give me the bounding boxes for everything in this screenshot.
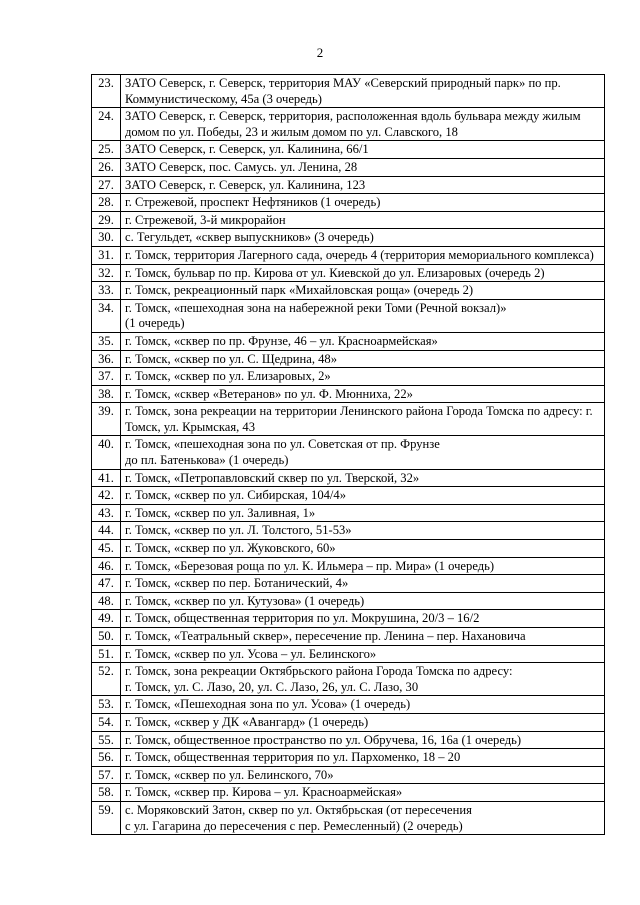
row-number: 58. <box>92 784 121 802</box>
row-number: 59. <box>92 801 121 834</box>
row-number: 43. <box>92 504 121 522</box>
row-number: 40. <box>92 436 121 469</box>
row-description <box>121 350 605 368</box>
table-row <box>92 141 605 159</box>
table-row <box>92 403 605 436</box>
row-text: г. Томск, «сквер по ул. Усова – ул. Белинского» <box>125 646 377 661</box>
table-row <box>92 663 605 696</box>
table-row <box>92 592 605 610</box>
row-text: г. Томск, общественная территория по ул. Мокрушина, 20/3 – 16/2 <box>125 611 480 626</box>
row-text: г. Томск, общественная территория по ул. Пархоменко, 18 – 20 <box>125 750 461 765</box>
row-number: 41. <box>92 469 121 487</box>
table-row <box>92 229 605 247</box>
table-row <box>92 332 605 350</box>
row-description <box>121 628 605 646</box>
row-text: г. Томск, «сквер пр. Кирова – ул. Красноармейская» <box>125 785 403 800</box>
table-row <box>92 540 605 558</box>
table-row <box>92 504 605 522</box>
row-description <box>121 75 605 108</box>
row-text: ЗАТО Северск, г. Северск, территория МАУ «Северский природный парк» по пр. Коммунистическому, 45а (3 очередь) <box>125 76 561 106</box>
row-number: 27. <box>92 176 121 194</box>
row-description <box>121 766 605 784</box>
row-text: г. Томск, «Пешеходная зона по ул. Усова» (1 очередь) <box>125 697 411 712</box>
row-number: 25. <box>92 141 121 159</box>
row-number: 53. <box>92 696 121 714</box>
row-number: 50. <box>92 628 121 646</box>
row-number: 52. <box>92 663 121 696</box>
row-description <box>121 784 605 802</box>
row-number: 28. <box>92 194 121 212</box>
row-description <box>121 282 605 300</box>
row-text: г. Томск, зона рекреации Октябрьского района Города Томска по адресу: <box>125 664 513 679</box>
row-text: г. Томск, «пешеходная зона на набережной реки Томи (Речной вокзал)» <box>125 300 507 315</box>
row-description <box>121 749 605 767</box>
row-description <box>121 108 605 141</box>
table-row <box>92 557 605 575</box>
row-text: г. Томск, территория Лагерного сада, очередь 4 (территория мемориального комплекса) <box>125 247 594 262</box>
row-text: г. Томск, «сквер по ул. Заливная, 1» <box>125 505 316 520</box>
table-row <box>92 801 605 834</box>
row-number: 24. <box>92 108 121 141</box>
row-number: 46. <box>92 557 121 575</box>
table-row <box>92 696 605 714</box>
table-row <box>92 108 605 141</box>
table-row <box>92 784 605 802</box>
row-description <box>121 436 605 469</box>
row-text: г. Стрежевой, проспект Нефтяников (1 очередь) <box>125 195 381 210</box>
table-row <box>92 158 605 176</box>
row-text: г. Томск, «сквер по ул. Елизаровых, 2» <box>125 369 331 384</box>
table-row <box>92 385 605 403</box>
row-text: ЗАТО Северск, пос. Самусь. ул. Ленина, 28 <box>125 159 358 174</box>
table-row <box>92 522 605 540</box>
row-description <box>121 194 605 212</box>
row-number: 44. <box>92 522 121 540</box>
row-description <box>121 731 605 749</box>
table-row <box>92 194 605 212</box>
row-description <box>121 229 605 247</box>
row-description <box>121 368 605 386</box>
row-text: г. Томск, «сквер по пр. Фрунзе, 46 – ул. Красноармейская» <box>125 333 438 348</box>
row-text: г. Томск, «сквер по ул. Л. Толстого, 51-53» <box>125 523 352 538</box>
row-description <box>121 487 605 505</box>
row-number: 54. <box>92 713 121 731</box>
row-number: 39. <box>92 403 121 436</box>
row-description <box>121 592 605 610</box>
table-row <box>92 350 605 368</box>
row-text: г. Томск, «Театральный сквер», пересечение пр. Ленина – пер. Нахановича <box>125 629 526 643</box>
row-number: 26. <box>92 158 121 176</box>
table-row <box>92 610 605 628</box>
row-text: г. Томск, рекреационный парк «Михайловская роща» (очередь 2) <box>125 283 474 298</box>
table-body <box>92 75 605 835</box>
table-row <box>92 246 605 264</box>
row-number: 51. <box>92 645 121 663</box>
row-number: 29. <box>92 211 121 229</box>
row-description <box>121 610 605 628</box>
row-description <box>121 211 605 229</box>
row-text: г. Томск, «Березовая роща по ул. К. Ильмера – пр. Мира» (1 очередь) <box>125 558 495 573</box>
table-row <box>92 749 605 767</box>
row-number: 31. <box>92 246 121 264</box>
table-row <box>92 487 605 505</box>
row-description <box>121 663 605 696</box>
row-number: 55. <box>92 731 121 749</box>
table-row <box>92 211 605 229</box>
row-number: 38. <box>92 385 121 403</box>
row-number: 42. <box>92 487 121 505</box>
row-number: 30. <box>92 229 121 247</box>
row-text-continuation: г. Томск, ул. С. Лазо, 20, ул. С. Лазо, 26, ул. С. Лазо, 30 <box>125 679 419 694</box>
row-description <box>121 504 605 522</box>
row-description <box>121 299 605 332</box>
row-text: г. Томск, «сквер по ул. Белинского, 70» <box>125 767 334 782</box>
row-description <box>121 176 605 194</box>
row-number: 23. <box>92 75 121 108</box>
row-number: 56. <box>92 749 121 767</box>
table-row <box>92 75 605 108</box>
row-description <box>121 522 605 540</box>
table-row <box>92 176 605 194</box>
row-description <box>121 696 605 714</box>
row-description <box>121 332 605 350</box>
row-text: г. Томск, «сквер по ул. Кутузова» (1 очередь) <box>125 593 365 608</box>
row-text: г. Томск, «сквер у ДК «Авангард» (1 очередь) <box>125 714 369 729</box>
row-text: с. Моряковский Затон, сквер по ул. Октябрьская (от пересечения <box>125 802 472 817</box>
table-row <box>92 628 605 646</box>
row-text: ЗАТО Северск, г. Северск, ул. Калинина, 66/1 <box>125 142 369 157</box>
row-description <box>121 158 605 176</box>
row-description <box>121 575 605 593</box>
row-text: г. Томск, «сквер «Ветеранов» по ул. Ф. Мюнниха, 22» <box>125 386 413 401</box>
row-text-continuation: с ул. Гагарина до пересечения с пер. Ремесленный) (2 очередь) <box>125 818 463 833</box>
table-row <box>92 368 605 386</box>
row-number: 33. <box>92 282 121 300</box>
table-row <box>92 264 605 282</box>
table-row <box>92 731 605 749</box>
table-row <box>92 282 605 300</box>
row-text-continuation: до пл. Батенькова» (1 очередь) <box>125 453 289 468</box>
table-row <box>92 436 605 469</box>
row-description <box>121 403 605 436</box>
row-number: 49. <box>92 610 121 628</box>
row-description <box>121 645 605 663</box>
row-description <box>121 557 605 575</box>
row-text: г. Томск, «сквер по ул. Сибирская, 104/4» <box>125 488 347 503</box>
row-text: г. Томск, «сквер по ул. Жуковского, 60» <box>125 541 336 556</box>
table-row <box>92 299 605 332</box>
row-text: г. Стрежевой, 3-й микрорайон <box>125 212 286 227</box>
territory-list-table <box>91 74 605 835</box>
row-number: 35. <box>92 332 121 350</box>
row-text: г. Томск, «Петропавловский сквер по ул. Тверской, 32» <box>125 470 420 485</box>
row-number: 32. <box>92 264 121 282</box>
row-description <box>121 801 605 834</box>
row-description <box>121 385 605 403</box>
row-description <box>121 141 605 159</box>
table-row <box>92 645 605 663</box>
table-row <box>92 469 605 487</box>
row-description <box>121 264 605 282</box>
row-text: с. Тегульдет, «сквер выпускников» (3 очередь) <box>125 230 374 245</box>
row-number: 48. <box>92 592 121 610</box>
row-number: 37. <box>92 368 121 386</box>
table-row <box>92 713 605 731</box>
row-text-continuation: (1 очередь) <box>125 316 185 331</box>
row-number: 36. <box>92 350 121 368</box>
table-row <box>92 575 605 593</box>
row-number: 45. <box>92 540 121 558</box>
row-text: ЗАТО Северск, г. Северск, ул. Калинина, 123 <box>125 177 366 192</box>
row-text: г. Томск, «сквер по ул. С. Щедрина, 48» <box>125 351 338 366</box>
row-text: г. Томск, зона рекреации на территории Ленинского района Города Томска по адресу: г. Томск, ул. Крымская, 43 <box>125 404 593 434</box>
row-description <box>121 713 605 731</box>
row-text: г. Томск, общественное пространство по ул. Обручева, 16, 16а (1 очередь) <box>125 732 522 747</box>
row-description <box>121 540 605 558</box>
row-number: 34. <box>92 299 121 332</box>
row-text: ЗАТО Северск, г. Северск, территория, расположенная вдоль бульвара между жилым домом по ул. Победы, 23 и жилым домом по ул. Славского, 18 <box>125 109 581 139</box>
row-text: г. Томск, «сквер по пер. Ботанический, 4» <box>125 576 349 591</box>
row-number: 47. <box>92 575 121 593</box>
row-description <box>121 246 605 264</box>
row-text: г. Томск, бульвар по пр. Кирова от ул. Киевской до ул. Елизаровых (очередь 2) <box>125 265 545 280</box>
row-number: 57. <box>92 766 121 784</box>
table-row <box>92 766 605 784</box>
page-number: 2 <box>316 45 324 60</box>
row-description <box>121 469 605 487</box>
row-text: г. Томск, «пешеходная зона по ул. Советская от пр. Фрунзе <box>125 437 440 452</box>
